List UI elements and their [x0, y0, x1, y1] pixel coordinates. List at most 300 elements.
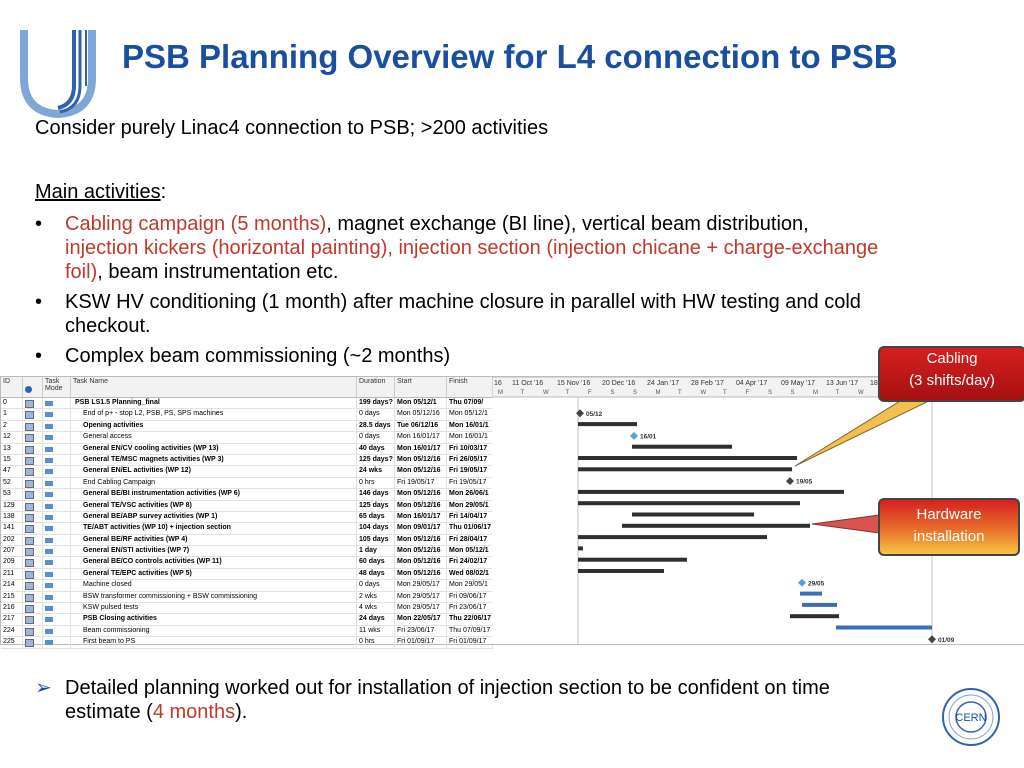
gantt-bar	[578, 569, 664, 573]
footer-red-text: 4 months	[152, 701, 236, 723]
intro-text: Consider purely Linac4 connection to PSB; >200 activities	[35, 117, 549, 139]
task-mode-icon	[45, 560, 53, 565]
cell-duration: 0 days	[357, 580, 395, 590]
timescale-day-label: T	[835, 390, 840, 396]
table-row[interactable]	[1, 580, 493, 591]
cell-indicator	[23, 523, 43, 533]
cell-task-name: General BE/RF activities (WP 4)	[71, 535, 357, 545]
task-mode-icon	[45, 469, 53, 474]
milestone-diamond	[630, 432, 638, 440]
task-mode-icon	[45, 583, 53, 588]
timescale-day-label: M	[498, 390, 503, 396]
task-indicator-icon	[25, 423, 34, 431]
timescale-day-label: S	[768, 390, 773, 396]
table-row[interactable]	[1, 489, 493, 500]
cell-id: 52	[1, 478, 23, 488]
gantt-bar	[632, 513, 754, 517]
task-mode-icon	[45, 447, 53, 452]
task-indicator-icon	[25, 514, 34, 522]
cell-indicator	[23, 398, 43, 408]
cell-task-mode	[43, 489, 71, 499]
task-mode-icon	[45, 595, 53, 600]
cell-id: 141	[1, 523, 23, 533]
task-mode-icon	[45, 617, 53, 622]
cell-indicator	[23, 546, 43, 556]
cell-finish: Wed 08/02/1	[447, 569, 493, 579]
cell-duration: 0 days	[357, 432, 395, 442]
cell-task-name: General TE/MSC magnets activities (WP 3)	[71, 455, 357, 465]
cell-task-name: General BE/CO controls activities (WP 11)	[71, 557, 357, 567]
cell-duration: 0 hrs	[357, 637, 395, 647]
cern-logo-text: CERN	[955, 712, 987, 724]
table-row[interactable]	[1, 432, 493, 443]
task-indicator-icon	[25, 457, 34, 465]
cell-start: Mon 05/12/16	[395, 455, 447, 465]
callout-line: (3 shifts/day)	[909, 372, 995, 389]
timescale-day-label: W	[700, 390, 707, 396]
bullet-text: , beam instrumentation etc.	[97, 261, 339, 283]
cell-task-name: TE/ABT activities (WP 10) + injection section	[71, 523, 357, 533]
task-indicator-icon	[25, 628, 34, 636]
gantt-bar	[578, 558, 687, 562]
task-indicator-icon	[25, 548, 34, 556]
task-indicator-icon	[25, 400, 34, 408]
cell-indicator	[23, 421, 43, 431]
timescale-label: 11 Oct '16	[512, 380, 544, 387]
cell-finish: Fri 28/04/17	[447, 535, 493, 545]
cell-finish: Mon 26/06/1	[447, 489, 493, 499]
cell-id: 224	[1, 626, 23, 636]
cell-task-name: General EN/CV cooling activities (WP 13)	[71, 444, 357, 454]
cell-finish: Fri 10/03/17	[447, 444, 493, 454]
task-indicator-icon	[25, 537, 34, 545]
bullet-red-text: foil)	[65, 261, 98, 283]
cell-finish: Mon 05/12/1	[447, 546, 493, 556]
task-indicator-icon	[25, 491, 34, 499]
table-row[interactable]	[1, 614, 493, 625]
cell-finish: Fri 09/06/17	[447, 592, 493, 602]
cell-task-mode	[43, 421, 71, 431]
cell-duration: 28.5 days	[357, 421, 395, 431]
info-icon	[25, 386, 32, 393]
cell-id: 216	[1, 603, 23, 613]
header-task-mode[interactable]: Task Mode	[43, 377, 71, 397]
table-row[interactable]	[1, 569, 493, 580]
cell-finish: Thu 07/09/	[447, 398, 493, 408]
cell-id: 217	[1, 614, 23, 624]
cell-start: Mon 05/12/16	[395, 557, 447, 567]
cell-finish: Fri 01/09/17	[447, 637, 493, 647]
timescale-day-label: M	[813, 390, 818, 396]
cell-task-mode	[43, 501, 71, 511]
cell-indicator	[23, 603, 43, 613]
cell-duration: 24 days	[357, 614, 395, 624]
cell-task-mode	[43, 398, 71, 408]
cell-task-mode	[43, 409, 71, 419]
cell-task-mode	[43, 512, 71, 522]
task-mode-icon	[45, 504, 53, 509]
cell-start: Mon 29/05/17	[395, 580, 447, 590]
cell-start: Mon 05/12/16	[395, 409, 447, 419]
cell-id: 225	[1, 637, 23, 647]
cell-finish: Fri 23/06/17	[447, 603, 493, 613]
cell-finish: Fri 14/04/17	[447, 512, 493, 522]
cell-duration: 0 days	[357, 409, 395, 419]
timescale-label: 20 Dec '16	[602, 380, 636, 387]
cell-id: 47	[1, 466, 23, 476]
cell-task-name: End of p+ - stop L2, PSB, PS, SPS machines	[71, 409, 357, 419]
table-row[interactable]	[1, 421, 493, 432]
cell-start: Mon 29/05/17	[395, 603, 447, 613]
cell-task-mode	[43, 592, 71, 602]
cell-indicator	[23, 626, 43, 636]
timescale-day-label: S	[790, 390, 795, 396]
cell-id: 211	[1, 569, 23, 579]
cell-task-mode	[43, 535, 71, 545]
cell-task-mode	[43, 523, 71, 533]
table-row[interactable]	[1, 535, 493, 546]
cell-id: 2	[1, 421, 23, 431]
timescale-label: 18	[870, 380, 878, 387]
main-activities-label: Main activities	[35, 181, 161, 203]
gantt-bar	[578, 501, 800, 505]
timescale-day-label: F	[745, 390, 750, 396]
cell-start: Mon 05/12/16	[395, 535, 447, 545]
cell-task-mode	[43, 444, 71, 454]
cell-task-mode	[43, 432, 71, 442]
table-row[interactable]	[1, 444, 493, 455]
task-indicator-icon	[25, 582, 34, 590]
cell-finish: Fri 24/02/17	[447, 557, 493, 567]
cell-indicator	[23, 637, 43, 647]
cell-indicator	[23, 455, 43, 465]
cell-id: 1	[1, 409, 23, 419]
gantt-bar	[836, 626, 932, 630]
cell-task-name: Opening activities	[71, 421, 357, 431]
task-mode-icon	[45, 481, 53, 486]
table-row[interactable]	[1, 557, 493, 568]
cell-indicator	[23, 614, 43, 624]
timescale-day-label: T	[565, 390, 570, 396]
timescale-day-label: S	[610, 390, 615, 396]
cell-task-mode	[43, 603, 71, 613]
cell-task-name: PSB LS1.5 Planning_final	[71, 398, 357, 408]
task-indicator-icon	[25, 525, 34, 533]
cell-finish: Thu 07/09/17	[447, 626, 493, 636]
table-header	[1, 377, 493, 398]
table-row[interactable]	[1, 478, 493, 489]
cell-task-mode	[43, 546, 71, 556]
cell-indicator	[23, 569, 43, 579]
table-row[interactable]	[1, 592, 493, 603]
cell-task-name: First beam to PS	[71, 637, 357, 647]
cell-task-name: General EN/EL activities (WP 12)	[71, 466, 357, 476]
cell-task-name: PSB Closing activities	[71, 614, 357, 624]
arrow-bullet-icon: ➢	[35, 677, 52, 699]
cell-start: Mon 22/05/17	[395, 614, 447, 624]
cell-start: Mon 05/12/16	[395, 466, 447, 476]
milestone-label: 29/05	[808, 580, 825, 588]
milestone-diamond	[786, 477, 794, 485]
table-row[interactable]	[1, 512, 493, 523]
gantt-bar	[632, 445, 732, 449]
cell-finish: Fri 26/05/17	[447, 455, 493, 465]
bullet-text: checkout.	[65, 315, 151, 337]
cell-start: Mon 16/01/17	[395, 512, 447, 522]
cell-task-name: End Cabling Campaign	[71, 478, 357, 488]
task-mode-icon	[45, 526, 53, 531]
gantt-bar	[622, 524, 810, 528]
cell-task-name: General access	[71, 432, 357, 442]
cell-duration: 104 days	[357, 523, 395, 533]
milestone-diamond	[928, 635, 936, 643]
gantt-bar	[800, 592, 822, 596]
timescale-label: 09 May '17	[781, 380, 816, 387]
cell-indicator	[23, 512, 43, 522]
cell-duration: 146 days	[357, 489, 395, 499]
cell-indicator	[23, 466, 43, 476]
cell-id: 209	[1, 557, 23, 567]
main-activities-heading	[35, 180, 166, 204]
cell-duration: 2 wks	[357, 592, 395, 602]
header-start[interactable]: Start	[395, 377, 447, 397]
task-indicator-icon	[25, 503, 34, 511]
bullet-red-text: Cabling campaign (5 months)	[65, 213, 327, 235]
main-activities-colon: :	[160, 181, 167, 203]
cell-id: 207	[1, 546, 23, 556]
cell-indicator	[23, 409, 43, 419]
timescale-day-label: W	[858, 390, 864, 396]
task-mode-icon	[45, 424, 53, 429]
table-row[interactable]	[1, 398, 493, 409]
timescale-label: 15 Nov '16	[557, 380, 591, 387]
milestone-diamond	[576, 409, 584, 417]
cell-duration: 0 hrs	[357, 478, 395, 488]
task-mode-icon	[45, 572, 53, 577]
callout-line: Hardware	[916, 506, 982, 523]
cell-id: 214	[1, 580, 23, 590]
cell-start: Mon 05/12/16	[395, 546, 447, 556]
table-row[interactable]	[1, 523, 493, 534]
milestone-label: 19/05	[796, 478, 813, 486]
task-mode-icon	[45, 492, 53, 497]
task-mode-icon	[45, 412, 53, 417]
cell-duration: 125 days?	[357, 455, 395, 465]
callout-line: Cabling	[926, 350, 978, 367]
timescale-day-label: T	[678, 390, 682, 396]
milestone-label: 01/09	[938, 636, 955, 644]
footer-text: estimate (	[65, 701, 153, 723]
cell-id: 0	[1, 398, 23, 408]
cell-duration: 24 wks	[357, 466, 395, 476]
cell-start: Mon 09/01/17	[395, 523, 447, 533]
cell-duration: 65 days	[357, 512, 395, 522]
table-body	[1, 398, 493, 649]
table-row[interactable]	[1, 546, 493, 557]
cabling-callout	[878, 346, 1024, 402]
cell-start: Fri 23/06/17	[395, 626, 447, 636]
cell-start: Mon 05/12/1	[395, 398, 447, 408]
timescale-day-label: T	[520, 390, 525, 396]
task-mode-icon	[45, 606, 53, 611]
task-indicator-icon	[25, 434, 34, 442]
table-row[interactable]	[1, 466, 493, 477]
cell-indicator	[23, 535, 43, 545]
table-row[interactable]	[1, 603, 493, 614]
cell-task-name: General EN/STI activities (WP 7)	[71, 546, 357, 556]
milestone-label: 05/12	[586, 410, 603, 418]
cell-finish: Fri 19/05/17	[447, 466, 493, 476]
bullet-dot: •	[35, 345, 43, 367]
milestone-diamond	[798, 579, 806, 587]
cell-duration: 4 wks	[357, 603, 395, 613]
cell-finish: Mon 16/01/1	[447, 421, 493, 431]
cell-id: 15	[1, 455, 23, 465]
cell-indicator	[23, 444, 43, 454]
cell-id: 53	[1, 489, 23, 499]
bullet-text: Complex beam commissioning (~2 months)	[65, 345, 451, 367]
cell-start: Fri 01/09/17	[395, 637, 447, 647]
gantt-bar	[802, 603, 837, 607]
cell-duration: 60 days	[357, 557, 395, 567]
cell-duration: 125 days	[357, 501, 395, 511]
cell-finish: Fri 19/05/17	[447, 478, 493, 488]
cell-id: 202	[1, 535, 23, 545]
timescale-label: 24 Jan '17	[647, 380, 680, 387]
timescale-label: 28 Feb '17	[691, 380, 724, 387]
cell-indicator	[23, 478, 43, 488]
cell-start: Mon 16/01/17	[395, 432, 447, 442]
cell-indicator	[23, 592, 43, 602]
task-mode-icon	[45, 538, 53, 543]
cell-id: 215	[1, 592, 23, 602]
timescale-day-label: T	[723, 390, 727, 396]
cell-indicator	[23, 432, 43, 442]
timescale-day-label: S	[633, 390, 638, 396]
table-row[interactable]	[1, 501, 493, 512]
cell-duration: 40 days	[357, 444, 395, 454]
cell-task-name: General TE/VSC activities (WP 8)	[71, 501, 357, 511]
bullet-text: , magnet exchange (BI line), vertical beam distribution,	[326, 213, 809, 235]
task-mode-icon	[45, 640, 53, 645]
header-indicator[interactable]	[23, 377, 43, 397]
task-mode-icon	[45, 629, 53, 634]
bullet-text: KSW HV conditioning (1 month) after machine closure in parallel with HW testing and cold	[65, 291, 861, 313]
cell-start: Mon 29/05/17	[395, 592, 447, 602]
timescale-day-label: M	[655, 390, 661, 396]
cell-indicator	[23, 580, 43, 590]
header-task-name[interactable]: Task Name	[71, 377, 357, 397]
task-mode-icon	[45, 435, 53, 440]
timescale-label: 04 Apr '17	[736, 380, 768, 387]
cell-start: Mon 16/01/17	[395, 444, 447, 454]
task-table	[0, 376, 494, 645]
cell-task-name: BSW transformer commissioning + BSW commissioning	[71, 592, 357, 602]
page-title: PSB Planning Overview for L4 connection to PSB	[122, 38, 898, 75]
timescale-label: 13 Jun '17	[826, 380, 859, 387]
task-indicator-icon	[25, 605, 34, 613]
cell-id: 12	[1, 432, 23, 442]
table-row[interactable]	[1, 409, 493, 420]
cell-task-name: Machine closed	[71, 580, 357, 590]
task-indicator-icon	[25, 594, 34, 602]
hardware-callout	[878, 498, 1020, 556]
cell-start: Fri 19/05/17	[395, 478, 447, 488]
cell-task-mode	[43, 626, 71, 636]
cell-duration: 11 wks	[357, 626, 395, 636]
cell-task-mode	[43, 466, 71, 476]
cell-task-name: General BE/BI instrumentation activities (WP 6)	[71, 489, 357, 499]
cell-start: Mon 05/12/16	[395, 489, 447, 499]
bullet-dot: •	[35, 291, 43, 313]
cell-indicator	[23, 557, 43, 567]
task-mode-icon	[45, 549, 53, 554]
header-duration[interactable]: Duration	[357, 377, 395, 397]
footer-text: Detailed planning worked out for installation of injection section to be confident on time	[65, 677, 830, 699]
header-id[interactable]: ID	[1, 377, 23, 397]
gantt-bar	[578, 467, 792, 471]
cell-start: Mon 05/12/16	[395, 501, 447, 511]
cell-start: Tue 06/12/16	[395, 421, 447, 431]
cell-id: 129	[1, 501, 23, 511]
university-logo	[18, 26, 100, 118]
gantt-bar	[790, 614, 839, 618]
task-mode-icon	[45, 401, 53, 406]
cell-task-mode	[43, 455, 71, 465]
task-indicator-icon	[25, 446, 34, 454]
gantt-bar	[578, 456, 797, 460]
task-indicator-icon	[25, 616, 34, 624]
cell-task-name: General BE/ABP survey activities (WP 1)	[71, 512, 357, 522]
cell-id: 138	[1, 512, 23, 522]
bullet-red-text: injection kickers (horizontal painting), injection section (injection chicane + charge-exchange	[65, 237, 879, 259]
milestone-label: 16/01	[640, 433, 657, 441]
cell-task-mode	[43, 614, 71, 624]
task-indicator-icon	[25, 480, 34, 488]
cell-id: 13	[1, 444, 23, 454]
gantt-bar	[578, 422, 637, 426]
cell-finish: Mon 29/05/1	[447, 501, 493, 511]
header-finish[interactable]: Finish	[447, 377, 493, 397]
table-row[interactable]	[1, 626, 493, 637]
cell-task-mode	[43, 637, 71, 647]
timescale-day-label: W	[543, 390, 549, 396]
cell-finish: Thu 22/06/17	[447, 614, 493, 624]
cell-duration: 48 days	[357, 569, 395, 579]
cell-task-mode	[43, 580, 71, 590]
gantt-bar	[578, 535, 767, 539]
table-row[interactable]	[1, 455, 493, 466]
cell-finish: Mon 29/05/1	[447, 580, 493, 590]
gantt-bar	[578, 490, 844, 494]
cell-duration: 1 day	[357, 546, 395, 556]
task-mode-icon	[45, 458, 53, 463]
callout-line: installation	[913, 528, 985, 545]
task-indicator-icon	[25, 639, 34, 647]
task-indicator-icon	[25, 571, 34, 579]
cell-task-name: Beam commissioning	[71, 626, 357, 636]
cell-task-mode	[43, 557, 71, 567]
timescale-day-label: F	[588, 390, 592, 396]
cell-finish: Thu 01/06/17	[447, 523, 493, 533]
cell-start: Mon 05/12/16	[395, 569, 447, 579]
task-indicator-icon	[25, 411, 34, 419]
bullet-dot: •	[35, 213, 43, 235]
cell-indicator	[23, 501, 43, 511]
timescale-label: 16	[494, 380, 502, 387]
table-row[interactable]	[1, 637, 493, 648]
cell-duration: 105 days	[357, 535, 395, 545]
